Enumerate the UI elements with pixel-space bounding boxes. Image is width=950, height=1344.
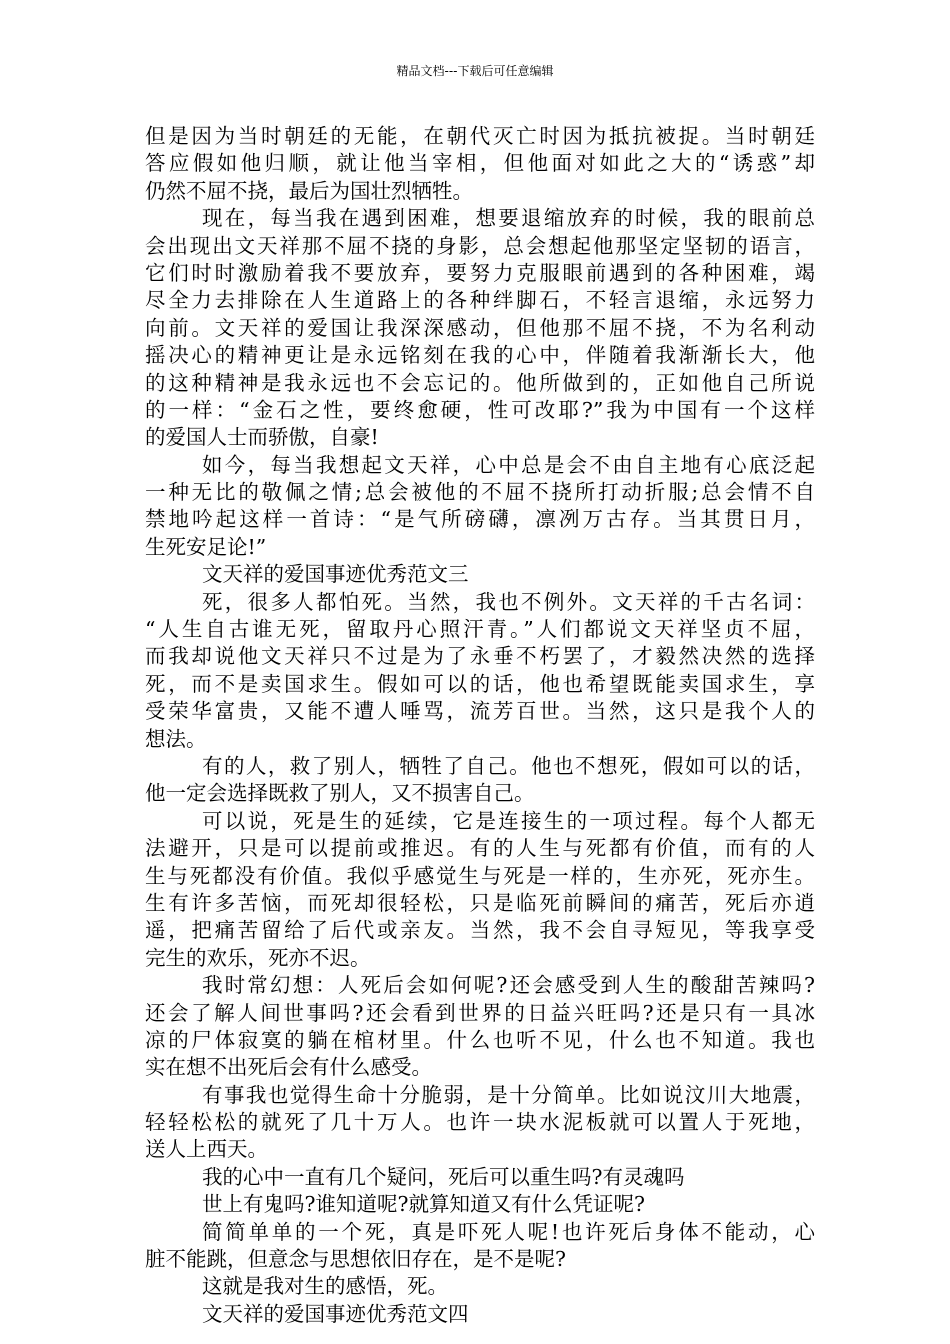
text-line: 简简单单的一个死，真是吓死人呢!也许死后身体不能动，心 bbox=[202, 1219, 815, 1244]
text-line: 还会了解人间世事吗?还会看到世界的日益兴旺吗?还是只有一具冰 bbox=[145, 1000, 815, 1025]
text-line: 想法。 bbox=[145, 726, 207, 751]
text-line: 它们时时激励着我不要放弃，要努力克服眼前遇到的各种困难，竭 bbox=[145, 260, 815, 285]
document-body bbox=[145, 123, 815, 1328]
text-line: 尽全力去排除在人生道路上的各种绊脚石，不轻言退缩，永远努力 bbox=[145, 288, 815, 313]
text-line: 摇决心的精神更让是永远铭刻在我的心中，伴随着我渐渐长大，他 bbox=[145, 343, 815, 368]
text-line: 我时常幻想：人死后会如何呢?还会感受到人生的酸甜苦辣吗? bbox=[202, 973, 815, 998]
text-line: 答应假如他归顺，就让他当宰相，但他面对如此之大的“诱惑”却 bbox=[145, 151, 815, 176]
text-line: 死，很多人都怕死。当然，我也不例外。文天祥的千古名词： bbox=[202, 589, 815, 614]
text-line: 我的心中一直有几个疑问，死后可以重生吗?有灵魂吗 bbox=[202, 1164, 685, 1189]
text-line: 死，而不是卖国求生。假如可以的话，他也希望既能卖国求生，享 bbox=[145, 671, 815, 696]
text-line: 禁地吟起这样一首诗：“是气所磅礴，凛冽万古存。当其贯日月， bbox=[145, 507, 815, 532]
text-line: 轻轻松松的就死了几十万人。也许一块水泥板就可以置人于死地， bbox=[145, 1110, 815, 1135]
text-line: 的爱国人士而骄傲，自豪! bbox=[145, 425, 379, 450]
text-line: 可以说，死是生的延续，它是连接生的一项过程。每个人都无 bbox=[202, 808, 815, 833]
text-line: 生有许多苦恼，而死却很轻松，只是临死前瞬间的痛苦，死后亦逍 bbox=[145, 890, 815, 915]
text-line: 现在，每当我在遇到困难，想要退缩放弃的时候，我的眼前总 bbox=[202, 206, 815, 231]
text-line: 如今，每当我想起文天祥，心中总是会不由自主地有心底泛起 bbox=[202, 452, 815, 477]
text-line: 而我却说他文天祥只不过是为了永垂不朽罢了，才毅然决然的选择 bbox=[145, 644, 815, 669]
text-line: 法避开，只是可以提前或推迟。有的人生与死都有价值，而有的人 bbox=[145, 836, 815, 861]
text-line: 一种无比的敬佩之情;总会被他的不屈不挠所打动折服;总会情不自 bbox=[145, 480, 815, 505]
text-line: 的这种精神是我永远也不会忘记的。他所做到的，正如他自己所说 bbox=[145, 370, 815, 395]
text-line: 受荣华富贵，又能不遭人唾骂，流芳百世。当然，这只是我个人的 bbox=[145, 699, 815, 724]
text-line: 有的人，救了别人，牺牲了自己。他也不想死，假如可以的话， bbox=[202, 753, 815, 778]
text-line: 仍然不屈不挠，最后为国壮烈牺牲。 bbox=[145, 178, 473, 203]
text-line: 世上有鬼吗?谁知道呢?就算知道又有什么凭证呢? bbox=[202, 1192, 645, 1217]
text-line: 生死安足论!” bbox=[145, 534, 267, 559]
text-line: 有事我也觉得生命十分脆弱，是十分简单。比如说汶川大地震， bbox=[202, 1082, 815, 1107]
text-line: 这就是我对生的感悟，死。 bbox=[202, 1274, 448, 1299]
text-line: 向前。文天祥的爱国让我深深感动，但他那不屈不挠，不为名利动 bbox=[145, 315, 815, 340]
text-line: 实在想不出死后会有什么感受。 bbox=[145, 1055, 432, 1080]
text-line: 完生的欢乐，死亦不迟。 bbox=[145, 945, 371, 970]
text-line: 生与死都没有价值。我似乎感觉生与死是一样的，生亦死，死亦生。 bbox=[145, 863, 815, 888]
section-heading: 文天祥的爱国事迹优秀范文四 bbox=[202, 1301, 469, 1326]
text-line: 送人上西天。 bbox=[145, 1137, 268, 1162]
page-header: 精品文档---下载后可任意编辑 bbox=[396, 64, 554, 78]
text-line: 的一样：“金石之性，要终愈硬，性可改耶?”我为中国有一个这样 bbox=[145, 397, 815, 422]
text-line: 凉的尸体寂寞的躺在棺材里。什么也听不见，什么也不知道。我也 bbox=[145, 1027, 815, 1052]
text-line: 他一定会选择既救了别人，又不损害自己。 bbox=[145, 781, 535, 806]
text-line: 脏不能跳，但意念与思想依旧存在，是不是呢? bbox=[145, 1247, 566, 1272]
text-line: 遥，把痛苦留给了后代或亲友。当然，我不会自寻短见，等我享受 bbox=[145, 918, 815, 943]
section-heading: 文天祥的爱国事迹优秀范文三 bbox=[202, 562, 469, 587]
text-line: 会出现出文天祥那不屈不挠的身影，总会想起他那坚定坚韧的语言， bbox=[145, 233, 815, 258]
text-line: “人生自古谁无死，留取丹心照汗青。”人们都说文天祥坚贞不屈， bbox=[145, 617, 815, 642]
text-line: 但是因为当时朝廷的无能，在朝代灭亡时因为抵抗被捉。当时朝廷 bbox=[145, 124, 815, 148]
